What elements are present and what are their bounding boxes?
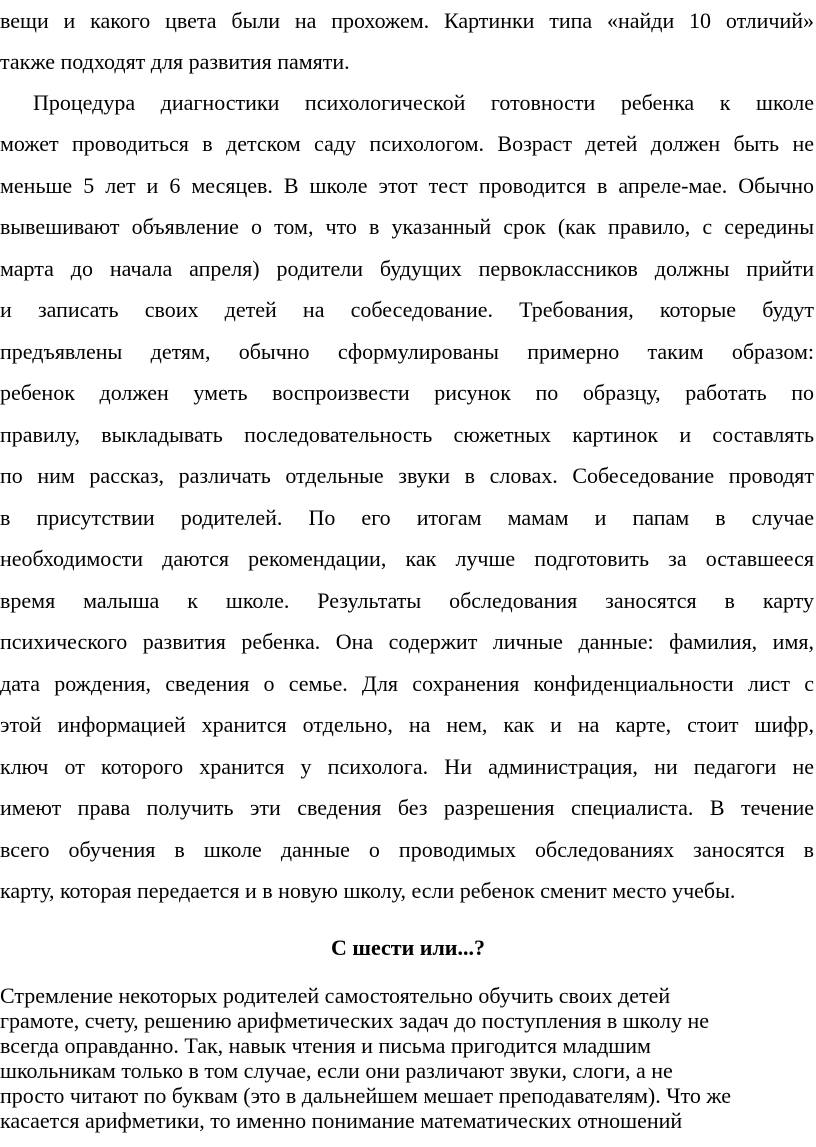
text-line: меньше 5 лет и 6 месяцев. В школе этот тест проводится в апреле-мае. Обычно [0,173,814,198]
text-line: психического развития ребенка. Она содержит личные данные: фамилия, имя, [0,629,814,654]
text-line: по ним рассказ, различать отдельные звуки в словах. Собеседование проводят [0,463,814,488]
text-line: может проводиться в детском саду психологом. Возраст детей должен быть не [0,131,814,156]
text-line: вывешивают объявление о том, что в указанный срок (как правило, с середины [0,214,814,239]
text-line: предъявлены детям, обычно сформулированы примерно таким образом: [0,339,814,364]
text-line: этой информацией хранится отдельно, на нем, как и на карте, стоит шифр, [0,712,814,737]
text-line: правилу, выкладывать последовательность сюжетных картинок и составлять [0,422,814,447]
text-line: вещи и какого цвета были на прохожем. Картинки типа «найди 10 отличий» [0,8,814,33]
text-line: дата рождения, сведения о семье. Для сохранения конфиденциальности лист с [0,671,814,696]
text-line: также подходят для развития памяти. [0,49,350,74]
text-line: Стремление некоторых родителей самостоятельно обучить своих детей [0,983,671,1008]
text-line: просто читают по буквам (это в дальнейшем мешает преподавателям). Что же [0,1083,732,1108]
text-line: марта до начала апреля) родители будущих первоклассников должны прийти [0,256,814,281]
text-line: всего обучения в школе данные о проводимых обследованиях заносятся в [0,837,814,862]
text-line: ключ от которого хранится у психолога. Ни администрация, ни педагоги не [0,754,814,779]
text-line: ребенок должен уметь воспроизвести рисунок по образцу, работать по [0,380,814,405]
text-line: касается арифметики, то именно понимание математических отношений [0,1108,683,1133]
text-line: время малыша к школе. Результаты обследования заносятся в карту [0,588,814,613]
text-line: карту, которая передается и в новую школу, если ребенок сменит место учебы. [0,878,736,903]
text-line: грамоте, счету, решению арифметических задач до поступления в школу не [0,1008,710,1033]
text-line: и записать своих детей на собеседование. Требования, которые будут [0,297,814,322]
text-line: в присутствии родителей. По его итогам мамам и папам в случае [0,505,814,530]
text-line-indented: Процедура диагностики психологической готовности ребенка к школе [33,90,814,115]
text-line: школьникам только в том случае, если они различают звуки, слоги, а не [0,1058,673,1083]
text-line: имеют права получить эти сведения без разрешения специалиста. В течение [0,795,814,820]
text-line: всегда оправданно. Так, навык чтения и письма пригодится младшим [0,1033,651,1058]
text-line: необходимости даются рекомендации, как лучше подготовить за оставшееся [0,546,814,571]
section-heading: С шести или...? [331,935,485,960]
